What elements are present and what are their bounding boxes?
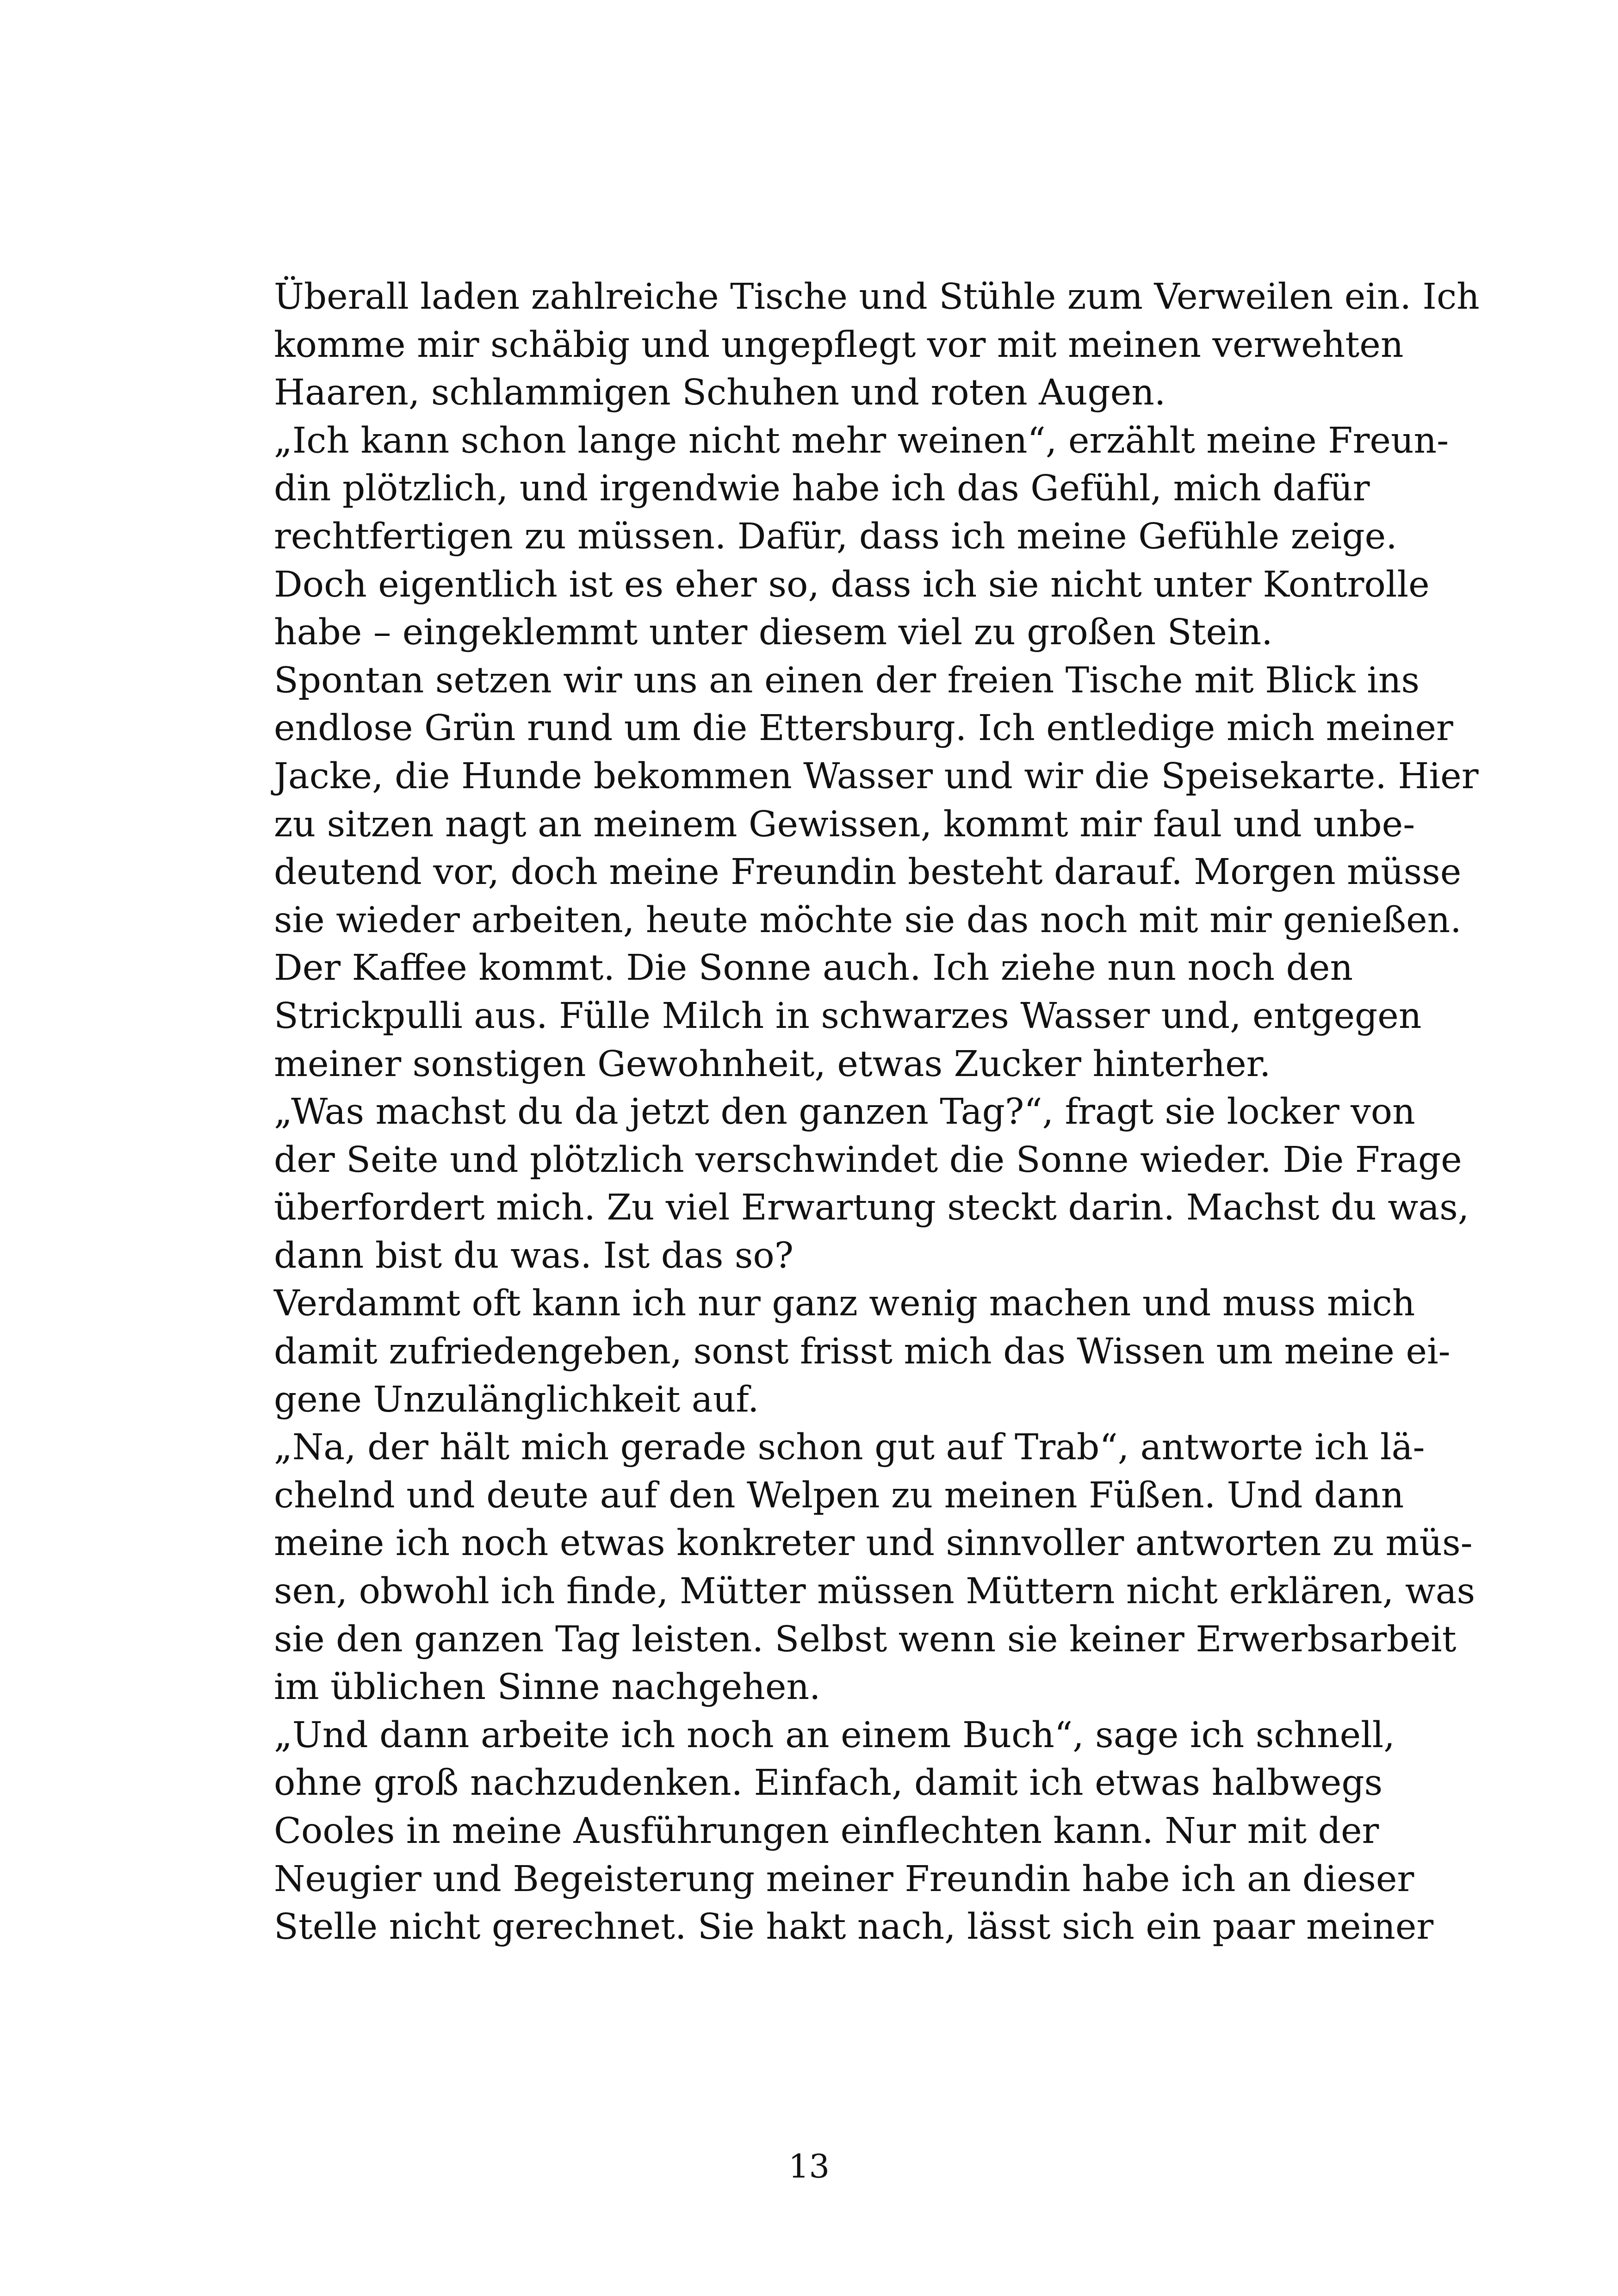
text-line: „Ich kann schon lange nicht mehr weinen“, erzählt meine Freun- [274,420,1449,461]
page-number: 13 [788,2147,830,2185]
text-line: damit zufriedengeben, sonst frisst mich das Wissen um meine ei- [274,1331,1451,1373]
text-line: ohne groß nachzudenken. Einfach, damit ich etwas halbwegs [274,1762,1383,1804]
body-text [274,273,1480,1951]
text-line: rechtfertigen zu müssen. Dafür, dass ich meine Gefühle zeige. [274,516,1397,557]
text-line: Neugier und Begeisterung meiner Freundin habe ich an dieser [274,1858,1414,1900]
text-line: im üblichen Sinne nachgehen. [274,1667,821,1708]
text-line: sen, obwohl ich finde, Mütter müssen Müttern nicht erklären, was [274,1571,1475,1612]
text-line: zu sitzen nagt an meinem Gewissen, kommt mir faul und unbe- [274,803,1415,845]
text-line: Verdammt oft kann ich nur ganz wenig machen und muss mich [274,1283,1415,1325]
text-line: überfordert mich. Zu viel Erwartung steckt darin. Machst du was, [274,1187,1469,1229]
text-line: endlose Grün rund um die Ettersburg. Ich entledige mich meiner [274,708,1453,749]
text-line: „Na, der hält mich gerade schon gut auf Trab“, antworte ich lä- [274,1427,1425,1468]
text-line: „Und dann arbeite ich noch an einem Buch“, sage ich schnell, [274,1714,1395,1756]
text-line: Stelle nicht gerechnet. Sie hakt nach, lässt sich ein paar meiner [274,1906,1434,1948]
text-line: gene Unzulänglichkeit auf. [274,1379,759,1420]
text-line: sie wieder arbeiten, heute möchte sie das noch mit mir genießen. [274,899,1462,941]
text-line: Spontan setzen wir uns an einen der freien Tische mit Blick ins [274,660,1420,701]
text-line: der Seite und plötzlich verschwindet die Sonne wieder. Die Frage [274,1139,1462,1181]
text-line: meine ich noch etwas konkreter und sinnvoller antworten zu müs- [274,1523,1473,1564]
text-line: sie den ganzen Tag leisten. Selbst wenn sie keiner Erwerbsarbeit [274,1618,1457,1660]
text-line: din plötzlich, und irgendwie habe ich das Gefühl, mich dafür [274,468,1370,510]
text-line: „Was machst du da jetzt den ganzen Tag?“, fragt sie locker von [274,1091,1415,1133]
text-line: Überall laden zahlreiche Tische und Stühle zum Verweilen ein. Ich [274,276,1480,317]
text-line: deutend vor, doch meine Freundin besteht darauf. Morgen müsse [274,852,1462,893]
text-line: Haaren, schlammigen Schuhen und roten Augen. [274,372,1166,414]
text-line: Jacke, die Hunde bekommen Wasser und wir die Speisekarte. Hier [274,755,1479,797]
text-line: Cooles in meine Ausführungen einflechten kann. Nur mit der [274,1811,1379,1852]
text-line: chelnd und deute auf den Welpen zu meinen Füßen. Und dann [274,1475,1404,1516]
text-line: meiner sonstigen Gewohnheit, etwas Zucker hinterher. [274,1043,1271,1085]
text-line: dann bist du was. Ist das so? [274,1235,794,1276]
text-line: Der Kaffee kommt. Die Sonne auch. Ich ziehe nun noch den [274,947,1353,989]
text-line: Doch eigentlich ist es eher so, dass ich sie nicht unter Kontrolle [274,564,1430,605]
text-line: Strickpulli aus. Fülle Milch in schwarzes Wasser und, entgegen [274,995,1422,1037]
text-line: habe – eingeklemmt unter diesem viel zu großen Stein. [274,612,1273,653]
text-line: komme mir schäbig und ungepflegt vor mit meinen verwehten [274,324,1404,366]
